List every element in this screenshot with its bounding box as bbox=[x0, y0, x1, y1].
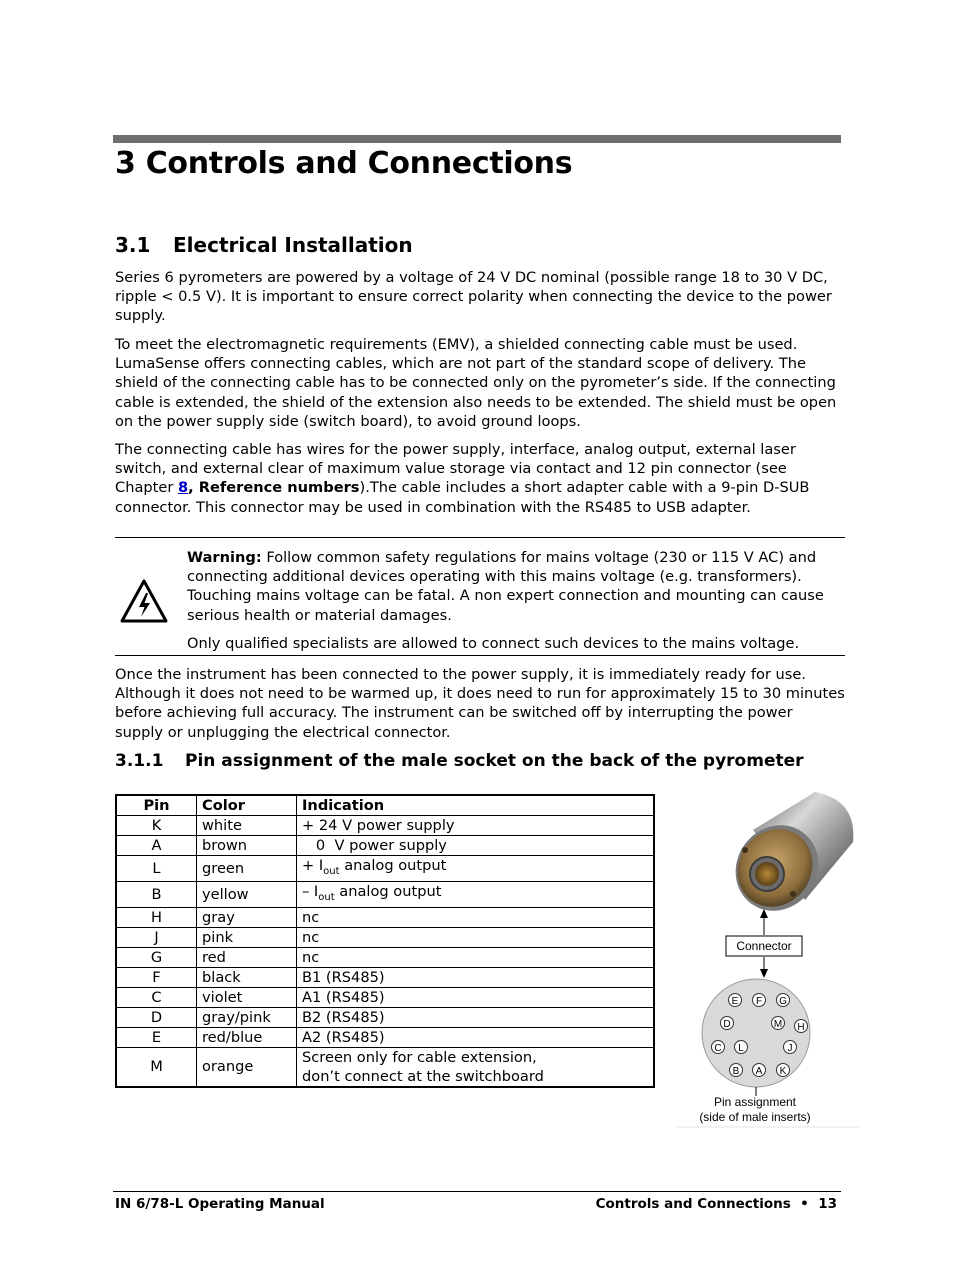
table-row bbox=[116, 1027, 654, 1047]
section-title: Electrical Installation bbox=[173, 233, 413, 257]
pin-cell: L bbox=[116, 856, 197, 882]
table-row bbox=[116, 987, 654, 1007]
color-cell: pink bbox=[197, 927, 297, 947]
pin-label: J bbox=[787, 1043, 793, 1054]
indication-cell bbox=[297, 856, 655, 882]
footer-page-info: Controls and Connections • 13 bbox=[595, 1196, 837, 1212]
footer-rule bbox=[113, 1191, 841, 1192]
indication-cell: nc bbox=[297, 947, 655, 967]
warning-body: Follow common safety regulations for mains voltage (230 or 115 V AC) and connecting additional devices operating with this mains voltage (e.g. transformers). Touching mains voltage can be fatal. A non expert connection and mounting can cause serious health or material damages. bbox=[187, 549, 824, 624]
indication-text: + I bbox=[302, 857, 324, 874]
pin-label: H bbox=[797, 1022, 805, 1033]
pin-cell: C bbox=[116, 987, 197, 1007]
warning-note: Only qualified specialists are allowed to connect such devices to the mains voltage. bbox=[187, 635, 800, 652]
pin-cell: G bbox=[116, 947, 197, 967]
chapter-8-link[interactable]: 8 bbox=[178, 479, 189, 497]
paragraph-emv: To meet the electromagnetic requirements (EMV), a shielded connecting cable must be used. LumaSense offers connecting cables, which are not part of the standard scope of delivery. The shield of the connecting cable has to be connected only on the pyrometer’s side. If the connecting cable is extended, the shield of the extension also needs to be extended. The shield must be open on the power supply side (switch board), to avoid ground loops. bbox=[115, 336, 837, 430]
table-row bbox=[116, 1007, 654, 1027]
header-pin: Pin bbox=[116, 795, 197, 816]
pin-label: K bbox=[779, 1066, 787, 1077]
chapter-title: 3 Controls and Connections bbox=[115, 146, 573, 181]
paragraph-cable bbox=[115, 440, 845, 517]
pin-cell: J bbox=[116, 927, 197, 947]
subscript: out bbox=[318, 891, 335, 903]
pin-label: B bbox=[732, 1066, 740, 1077]
pin-label: M bbox=[773, 1019, 783, 1030]
connector-label: Connector bbox=[736, 939, 792, 953]
pin-label: F bbox=[755, 996, 763, 1007]
pin-cell: K bbox=[116, 816, 197, 836]
pin-assignment-table bbox=[115, 794, 655, 1088]
diagram-caption-2: (side of male inserts) bbox=[699, 1110, 811, 1124]
header-color: Color bbox=[197, 795, 297, 816]
indication-cell: B1 (RS485) bbox=[297, 967, 655, 987]
section-heading bbox=[115, 233, 413, 257]
pin-cell: E bbox=[116, 1027, 197, 1047]
color-cell: violet bbox=[197, 987, 297, 1007]
subsection-title: Pin assignment of the male socket on the back of the pyrometer bbox=[185, 751, 804, 771]
color-cell: brown bbox=[197, 836, 297, 856]
cable-text-end: ).The cable includes a short adapter cable with a 9-pin D-SUB connector. This connector may be used in combination with the RS485 to USB adapter. bbox=[115, 479, 810, 516]
indication-cell: + 24 V power supply bbox=[297, 816, 655, 836]
indication-cell: A1 (RS485) bbox=[297, 987, 655, 1007]
indication-text: analog output bbox=[334, 882, 442, 900]
section-number: 3.1 bbox=[115, 233, 151, 257]
color-cell: gray/pink bbox=[197, 1007, 297, 1027]
reference-numbers-text: , Reference numbers bbox=[188, 479, 360, 497]
pin-cell: A bbox=[116, 836, 197, 856]
table-row bbox=[116, 856, 654, 882]
color-cell: gray bbox=[197, 907, 297, 927]
pyrometer-photo bbox=[719, 792, 853, 927]
high-voltage-warning-icon bbox=[120, 578, 168, 624]
table-row bbox=[116, 967, 654, 987]
table-row bbox=[116, 927, 654, 947]
pin-label: G bbox=[779, 996, 787, 1007]
cable-text-start: The connecting cable has wires for the power supply, interface, analog output, external laser switch, and external clear of maximum value storage via contact and 12 pin connector (see Chapter bbox=[115, 441, 796, 497]
table-row bbox=[116, 816, 654, 836]
pin-cell: H bbox=[116, 907, 197, 927]
color-cell: red bbox=[197, 947, 297, 967]
color-cell: orange bbox=[197, 1047, 297, 1087]
color-cell: yellow bbox=[197, 881, 297, 907]
diagram-caption-1: Pin assignment bbox=[713, 1095, 797, 1109]
table-row bbox=[116, 836, 654, 856]
warning-top-rule bbox=[115, 537, 845, 538]
pin-label: C bbox=[714, 1043, 722, 1054]
indication-text: analog output bbox=[339, 857, 447, 874]
table-row bbox=[116, 947, 654, 967]
warning-text bbox=[187, 548, 837, 625]
warning-label: Warning: bbox=[187, 549, 262, 566]
color-cell: black bbox=[197, 967, 297, 987]
pin-cell: D bbox=[116, 1007, 197, 1027]
pin-label: E bbox=[731, 996, 739, 1007]
warning-bottom-rule bbox=[115, 655, 845, 656]
indication-cell bbox=[297, 1047, 655, 1087]
subsection-number: 3.1.1 bbox=[115, 751, 164, 771]
color-cell: green bbox=[197, 856, 297, 882]
pin-label: L bbox=[738, 1043, 744, 1054]
subsection-heading bbox=[115, 751, 804, 771]
pin-cell: B bbox=[116, 881, 197, 907]
connector-diagram bbox=[675, 790, 861, 1130]
paragraph-ready: Once the instrument has been connected to the power supply, it is immediately ready for use. Although it does not need to be warmed up, it does need to run for approximately 15 to 30 minutes before achieving full accuracy. The instrument can be switched off by interrupting the power supply or unplugging the electrical connector. bbox=[115, 666, 845, 741]
indication-line: Screen only for cable extension, bbox=[302, 1048, 537, 1066]
header-indication: Indication bbox=[297, 795, 655, 816]
footer-manual-title: IN 6/78-L Operating Manual bbox=[115, 1196, 325, 1212]
pin-label: D bbox=[723, 1019, 731, 1030]
table-row bbox=[116, 907, 654, 927]
indication-cell bbox=[297, 881, 655, 907]
indication-line: don’t connect at the switchboard bbox=[302, 1067, 544, 1085]
indication-text: – I bbox=[302, 882, 319, 900]
pin-label: A bbox=[755, 1066, 763, 1077]
color-cell: red/blue bbox=[197, 1027, 297, 1047]
indication-cell: B2 (RS485) bbox=[297, 1007, 655, 1027]
table-row bbox=[116, 1047, 654, 1087]
pin-cell: F bbox=[116, 967, 197, 987]
subscript: out bbox=[323, 865, 340, 877]
table-row bbox=[116, 881, 654, 907]
table-header-row bbox=[116, 795, 654, 816]
indication-cell: A2 (RS485) bbox=[297, 1027, 655, 1047]
indication-cell: nc bbox=[297, 927, 655, 947]
pin-cell: M bbox=[116, 1047, 197, 1087]
chapter-rule bbox=[113, 135, 841, 143]
indication-cell: nc bbox=[297, 907, 655, 927]
color-cell: white bbox=[197, 816, 297, 836]
indication-cell: 0 V power supply bbox=[297, 836, 655, 856]
paragraph-power: Series 6 pyrometers are powered by a voltage of 24 V DC nominal (possible range 18 to 30 V DC, ripple < 0.5 V). It is important to ensure correct polarity when connecting the device to the power supply. bbox=[115, 269, 832, 325]
